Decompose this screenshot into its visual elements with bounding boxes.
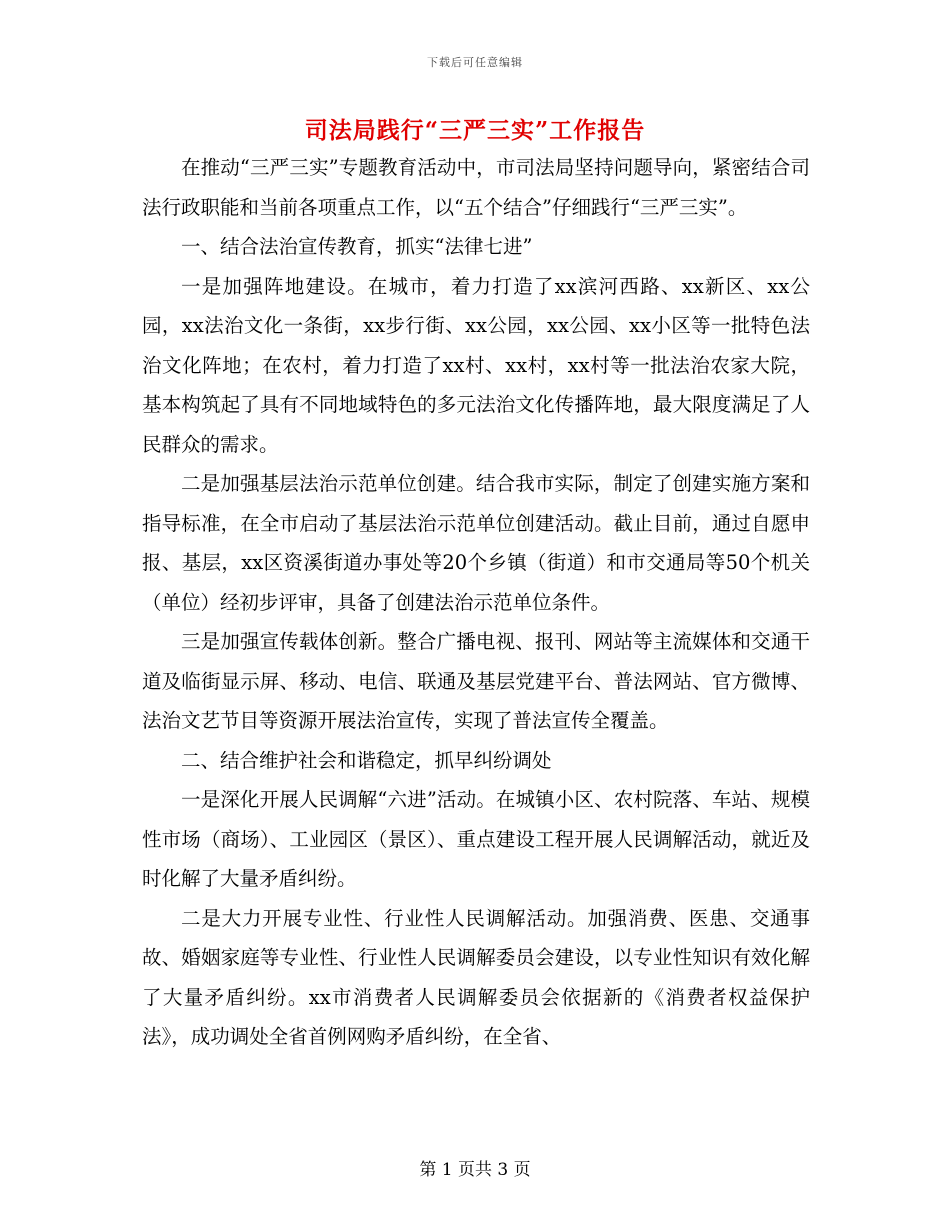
page-header-note: 下载后可任意编辑	[427, 56, 523, 69]
document-body	[142, 148, 810, 1057]
paragraph-intro: 在推动“三严三实”专题教育活动中，市司法局坚持问题导向，紧密结合司法行政职能和当前各项重点工作，以“五个结合”仔细践行“三严三实”。	[142, 156, 810, 219]
document-title: 司法局践行“三严三实”工作报告	[304, 117, 646, 144]
paragraph: 一是加强阵地建设。在城市，着力打造了xx滨河西路、xx新区、xx公园，xx法治文化一条街，xx步行街、xx公园，xx公园、xx小区等一批特色法治文化阵地；在农村，着力打造了xx村、xx村，xx村等一批法治农家大院，基本构筑起了具有不同地域特色的多元法治文化传播阵地，最大限度满足了人民群众的需求。	[142, 274, 810, 456]
paragraph: 一是深化开展人民调解“六进”活动。在城镇小区、农村院落、车站、规模性市场（商场）、工业园区（景区）、重点建设工程开展人民调解活动，就近及时化解了大量矛盾纠纷。	[142, 788, 810, 890]
paragraph: 二是加强基层法治示范单位创建。结合我市实际，制定了创建实施方案和指导标准，在全市启动了基层法治示范单位创建活动。截止目前，通过自愿申报、基层，xx区资溪街道办事处等20个乡镇（街道）和市交通局等50个机关（单位）经初步评审，具备了创建法治示范单位条件。	[142, 472, 810, 614]
page-number-footer: 第 1 页共 3 页	[419, 1160, 531, 1180]
paragraph: 二是大力开展专业性、行业性人民调解活动。加强消费、医患、交通事故、婚姻家庭等专业性、行业性人民调解委员会建设，以专业性知识有效化解了大量矛盾纠纷。xx市消费者人民调解委员会依据新的《消费者权益保护法》，成功调处全省首例网购矛盾纠纷，在全省、	[142, 906, 810, 1048]
section-heading-1: 一、结合法治宣传教育，抓实“法律七进”	[181, 235, 533, 258]
paragraph: 三是加强宣传载体创新。整合广播电视、报刊、网站等主流媒体和交通干道及临街显示屏、移动、电信、联通及基层党建平台、普法网站、官方微博、法治文艺节目等资源开展法治宣传，实现了普法宣传全覆盖。	[142, 630, 810, 732]
section-heading-2: 二、结合维护社会和谐稳定，抓早纠纷调处	[181, 748, 552, 772]
